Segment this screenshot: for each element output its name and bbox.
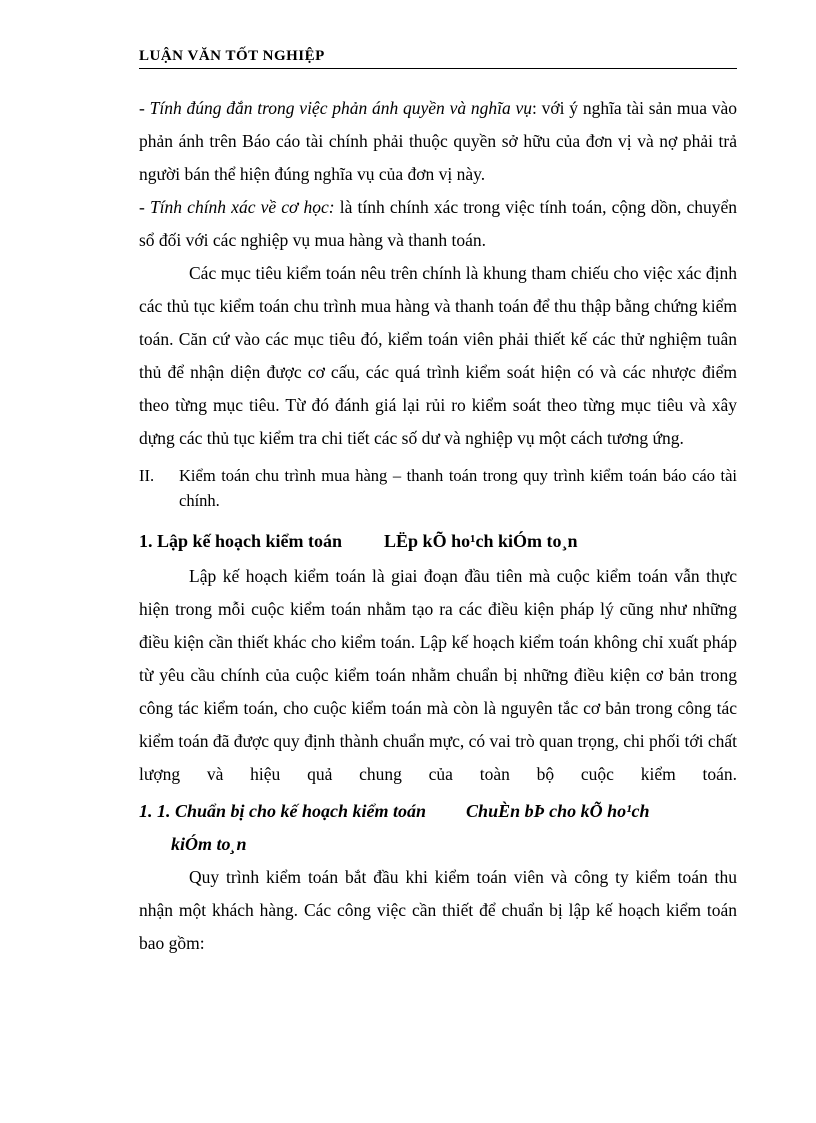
heading-planning-preparation	[139, 795, 737, 861]
mechanical-accuracy-term: - Tính chính xác về cơ học:	[139, 197, 335, 217]
document-body	[139, 92, 737, 960]
section-number: II.	[139, 466, 155, 485]
heading-planning-preparation-title: 1. 1. Chuẩn bị cho kế hoạch kiểm toán	[139, 801, 427, 821]
heading-planning-preparation-garbled: ChuÈn bÞ cho kÕ ho¹ch	[466, 801, 650, 821]
heading-planning-preparation-garbled-cont: kiÓm to¸n	[171, 834, 247, 854]
paragraph-mechanical-accuracy	[139, 191, 737, 257]
rights-obligations-text: : với ý nghĩa tài sản mua vào phản ánh trên Báo cáo tài chính phải thuộc quyền sở hữu của đơn vị và nợ phải trả người bán thể hiện đúng nghĩa vụ của đơn vị này.	[139, 98, 738, 184]
page-header: LUẬN VĂN TỐT NGHIỆP	[139, 48, 737, 69]
rights-obligations-term: - Tính đúng đắn trong việc phản ánh quyền và nghĩa vụ	[139, 98, 533, 118]
paragraph-audit-planning: Lập kế hoạch kiểm toán là giai đoạn đầu tiên mà cuộc kiểm toán vẫn thực hiện trong mỗi cuộc kiểm toán nhằm tạo ra các điều kiện pháp lý cũng như những điều kiện cần thiết khác cho kiểm toán. Lập kế hoạch kiểm toán không chỉ xuất pháp từ yêu cầu chính của cuộc kiểm toán nhằm chuẩn bị những điều kiện cơ bản trong công tác kiểm toán, cho cuộc kiểm toán mà còn là nguyên tắc cơ bản trong công tác kiểm toán đã được quy định thành chuẩn mực, có vai trò quan trọng, chi phối tới chất lượng và hiệu quả chung của toàn bộ cuộc kiểm toán.	[139, 566, 737, 784]
paragraph-audit-objectives: Các mục tiêu kiểm toán nêu trên chính là khung tham chiếu cho việc xác định các thủ tục kiểm toán chu trình mua hàng và thanh toán để thu thập bằng chứng kiểm toán. Căn cứ vào các mục tiêu đó, kiểm toán viên phải thiết kế các thử nghiệm tuân thủ để nhận diện được cơ cấu, các quá trình kiểm soát hiện có và các nhược điểm theo từng mục tiêu. Từ đó đánh giá lại rủi ro kiểm soát theo từng mục tiêu và xây dựng các thủ tục kiểm tra chi tiết các số dư và nghiệp vụ một cách tương ứng.	[139, 263, 737, 448]
paragraph-audit-process: Quy trình kiểm toán bắt đầu khi kiểm toán viên và công ty kiểm toán thu nhận một khách hàng. Các công việc cần thiết để chuẩn bị lập kế hoạch kiểm toán bao gồm:	[139, 867, 737, 953]
section-title: Kiểm toán chu trình mua hàng – thanh toán trong quy trình kiểm toán báo cáo tài chính.	[179, 466, 737, 510]
heading-audit-planning-title: 1. Lập kế hoạch kiểm toán	[139, 531, 343, 551]
heading-audit-planning-garbled: LËp kÕ ho¹ch kiÓm to¸n	[384, 531, 578, 551]
section-heading-ii	[139, 463, 737, 513]
heading-audit-planning	[139, 531, 737, 552]
paragraph-rights-obligations	[139, 92, 737, 191]
mechanical-accuracy-text: là tính chính xác trong việc tính toán, cộng dồn, chuyển sổ đối với các nghiệp vụ mua hàng và thanh toán.	[139, 197, 737, 250]
